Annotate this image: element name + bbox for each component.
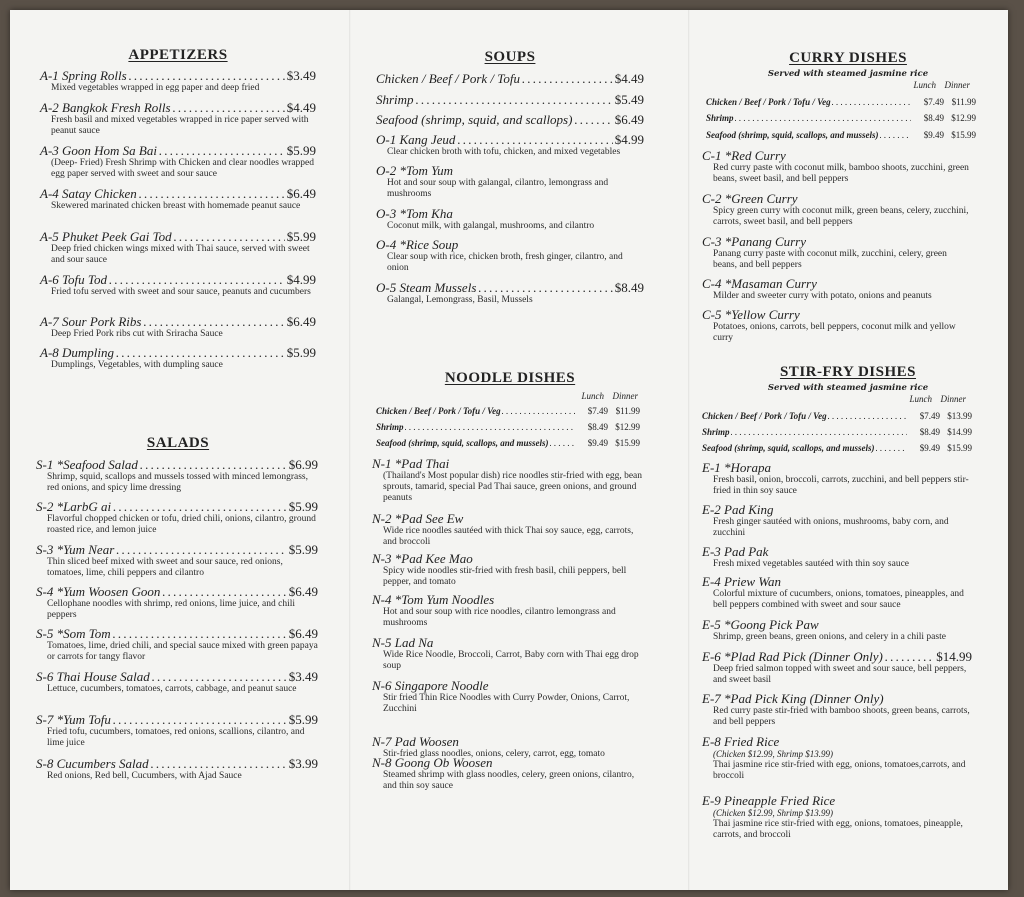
leader-dots <box>159 143 285 158</box>
leader-dots <box>574 112 612 127</box>
leader-dots <box>113 499 287 514</box>
leader-dots <box>457 132 612 147</box>
menu-item-desc: Stir fried Thin Rice Noodles with Curry Powder, Onions, Carrot, Zucchini <box>383 693 630 714</box>
menu-item <box>376 280 644 306</box>
menu-item-price: $14.99 <box>936 649 972 664</box>
price-tier-row <box>706 97 976 108</box>
menu-item <box>702 649 972 686</box>
menu-item-desc: Dumplings, Vegetables, with dumpling sauce <box>51 360 223 370</box>
menu-item-name: A-6 Tofu Tod <box>40 272 107 287</box>
menu-item-name: A-4 Satay Chicken <box>40 186 137 201</box>
leader-dots <box>174 229 285 244</box>
leader-dots <box>116 542 286 557</box>
leader-dots <box>416 92 613 107</box>
menu-item-line <box>702 649 972 664</box>
leader-dots <box>113 626 287 641</box>
leader-dots <box>876 443 907 454</box>
menu-item-name: A-1 Spring Rolls <box>40 68 127 83</box>
menu-item-name: C-4 *Masaman Curry <box>702 276 817 291</box>
menu-item-note: (Chicken $12.99, Shrimp $13.99) <box>713 808 833 818</box>
menu-item-note: (Chicken $12.99, Shrimp $13.99) <box>713 749 833 759</box>
soups-title: SOUPS <box>484 49 536 65</box>
menu-item <box>372 511 644 548</box>
leader-dots <box>162 584 286 599</box>
price-lunch: $8.49 <box>919 427 940 437</box>
menu-item-name: A-8 Dumpling <box>40 345 115 360</box>
menu-item <box>40 143 316 180</box>
menu-item-desc: Panang curry paste with coconut milk, zucchini, celery, green beans, and bell peppers <box>713 249 947 270</box>
menu-item-line <box>702 617 972 632</box>
menu-item-line <box>376 132 644 147</box>
menu-item-price: $6.49 <box>286 314 316 329</box>
dinner-header: Dinner <box>944 80 970 90</box>
price-tier-name: Shrimp <box>376 422 404 432</box>
menu-item-line <box>372 511 644 526</box>
price-tier-row <box>702 427 972 438</box>
menu-item-desc: Hot and sour soup with galangal, cilantro, lemongrass and mushrooms <box>387 178 609 199</box>
menu-item-line <box>36 756 318 771</box>
menu-item-line <box>376 206 644 221</box>
leader-dots <box>828 411 907 422</box>
menu-item-name: S-8 Cucumbers Salad <box>36 756 149 771</box>
menu-item-name: A-7 Sour Pork Ribs <box>40 314 142 329</box>
menu-item-desc: Wide rice noodles sautéed with thick Thai soy sauce, egg, carrots, and broccoli <box>383 526 634 547</box>
menu-item <box>702 544 972 570</box>
menu-item-desc: Deep fried chicken wings mixed with Thai sauce, served with sweet and sour sauce <box>51 244 310 265</box>
menu-item-name: O-2 *Tom Yum <box>376 163 454 178</box>
price-dinner: $12.99 <box>615 422 640 432</box>
price-tier-name: Seafood (shrimp, squid, scallops, and mussels) <box>706 130 879 140</box>
menu-item <box>36 669 318 695</box>
menu-item-line <box>376 71 644 86</box>
menu-item-desc: Colorful mixture of cucumbers, onions, tomatoes, pineapples, and bell peppers combined with sweet and sour sauce <box>713 589 964 610</box>
price-lunch: $7.49 <box>923 97 944 107</box>
menu-item-line <box>36 584 318 599</box>
menu-item-name: S-3 *Yum Near <box>36 542 115 557</box>
menu-item-desc: Thin sliced beef mixed with sweet and sour sauce, red onions, tomatoes, lime, chili peppers and cilantro <box>47 557 283 578</box>
menu-item-line <box>36 626 318 641</box>
menu-item-price: $5.99 <box>286 143 316 158</box>
menu-item-price: $4.99 <box>614 132 644 147</box>
price-tier-name: Chicken / Beef / Pork / Tofu / Veg <box>702 411 827 421</box>
menu-item-line <box>36 457 318 472</box>
menu-item-line <box>702 734 972 749</box>
menu-item-line <box>36 542 318 557</box>
menu-item-name: S-1 *Seafood Salad <box>36 457 138 472</box>
menu-item-line <box>372 592 644 607</box>
menu-item <box>702 617 972 643</box>
dinner-header: Dinner <box>940 394 966 404</box>
stirfry-title: STIR-FRY DISHES <box>779 364 917 380</box>
menu-item-name: A-3 Goon Hom Sa Bai <box>40 143 157 158</box>
menu-item-price: $6.49 <box>614 112 644 127</box>
menu-item <box>702 307 970 344</box>
menu-item-name: N-5 Lad Na <box>372 635 434 650</box>
menu-item-line <box>702 234 970 249</box>
menu-item-desc: Spicy green curry with coconut milk, green beans, celery, zucchini, carrots, sweet basil, and bell peppers <box>713 206 969 227</box>
menu-item-name: S-4 *Yum Woosen Goon <box>36 584 161 599</box>
menu-item-line <box>372 551 644 566</box>
price-tier-row <box>706 113 976 124</box>
menu-item-price: $5.49 <box>614 92 644 107</box>
stirfry-subtitle: Served with steamed jasmine rice <box>767 383 929 393</box>
leader-dots <box>478 280 612 295</box>
menu-item-name: S-2 *LarbG ai <box>36 499 112 514</box>
menu-item-line <box>702 544 972 559</box>
menu-item <box>372 551 644 588</box>
price-tier-name: Shrimp <box>702 427 730 437</box>
menu-item <box>376 112 644 127</box>
leader-dots <box>151 756 287 771</box>
menu-item <box>36 756 318 782</box>
menu-item-price: $4.49 <box>286 100 316 115</box>
menu-item-desc: Red curry paste stir-fried with bamboo shoots, green beans, carrots, and bell peppers <box>713 706 970 727</box>
menu-item-desc: Deep Fried Pork ribs cut with Sriracha Sauce <box>51 329 223 339</box>
menu-item <box>36 499 318 536</box>
stirfry-price-header <box>898 394 966 404</box>
menu-item-price: $5.99 <box>288 712 318 727</box>
menu-item <box>40 229 316 266</box>
leader-dots <box>885 649 934 664</box>
menu-item-desc: Stir-fried glass noodles, onions, celery, carrot, egg, tomato <box>383 749 605 759</box>
menu-item-name: A-2 Bangkok Fresh Rolls <box>40 100 171 115</box>
menu-item-line <box>372 755 644 770</box>
menu-item-price: $5.99 <box>286 229 316 244</box>
menu-item-name: N-4 *Tom Yum Noodles <box>372 592 495 607</box>
menu-item-desc: Spicy wide noodles stir-fried with fresh basil, chili peppers, bell pepper, and tomato <box>383 566 627 587</box>
lunch-header: Lunch <box>913 80 936 90</box>
menu-item <box>702 574 972 611</box>
menu-item <box>376 206 644 232</box>
menu-item-line <box>702 574 972 589</box>
leader-dots <box>405 422 575 433</box>
menu-item-price: $6.49 <box>286 186 316 201</box>
menu-item-line <box>376 280 644 295</box>
menu-item <box>376 71 644 86</box>
leader-dots <box>152 669 287 684</box>
menu-item-name: Shrimp <box>376 92 414 107</box>
menu-item-name: Chicken / Beef / Pork / Tofu <box>376 71 520 86</box>
leader-dots <box>832 97 911 108</box>
appetizers-title: APPETIZERS <box>128 47 228 63</box>
menu-item <box>40 100 316 137</box>
menu-item-desc: Fried tofu served with sweet and sour sauce, peanuts and cucumbers <box>51 287 311 297</box>
menu-item-price: $3.99 <box>288 756 318 771</box>
price-lunch: $9.49 <box>923 130 944 140</box>
price-dinner: $15.99 <box>951 130 976 140</box>
leader-dots <box>522 71 613 86</box>
menu-item <box>702 234 970 271</box>
menu-item <box>372 678 644 715</box>
menu-item-desc: Shrimp, squid, scallops and mussels tossed with minced lemongrass, red onions, and spicy lime dressing <box>47 472 308 493</box>
price-tier-row <box>376 406 640 417</box>
menu-item <box>702 793 972 841</box>
menu-item-line <box>702 460 972 475</box>
menu-item-line <box>702 307 970 322</box>
menu-item-desc: (Deep- Fried) Fresh Shrimp with Chicken and clear noodles wrapped egg paper served with sweet and sour sauce <box>51 158 315 179</box>
menu-item-line <box>40 186 316 201</box>
menu-item-name: S-5 *Som Tom <box>36 626 111 641</box>
price-lunch: $7.49 <box>919 411 940 421</box>
menu-item-price: $5.99 <box>288 499 318 514</box>
menu-item <box>702 148 970 185</box>
menu-item-name: O-3 *Tom Kha <box>376 206 453 221</box>
leader-dots <box>109 272 285 287</box>
menu-item-name: E-9 Pineapple Fried Rice <box>702 793 836 808</box>
price-dinner: $15.99 <box>947 443 972 453</box>
menu-item <box>372 456 644 504</box>
menu-item-desc: Hot and sour soup with rice noodles, cilantro lemongrass and mushrooms <box>383 607 616 628</box>
menu-item <box>372 755 644 792</box>
menu-item-name: N-7 Pad Woosen <box>372 734 459 749</box>
menu-item-name: E-5 *Goong Pick Paw <box>702 617 819 632</box>
menu-item-desc: Clear chicken broth with tofu, chicken, and mixed vegetables <box>387 147 621 157</box>
menu-item <box>702 734 972 782</box>
menu-item-desc: Coconut milk, with galangal, mushrooms, and cilantro <box>387 221 595 231</box>
menu-item-name: N-2 *Pad See Ew <box>372 511 464 526</box>
menu-item-desc: Fried tofu, cucumbers, tomatoes, red onions, scallions, cilantro, and lime juice <box>47 727 305 748</box>
menu-item-price: $4.99 <box>286 272 316 287</box>
menu-item <box>702 691 972 728</box>
menu-item-line <box>376 92 644 107</box>
menu-item-name: C-1 *Red Curry <box>702 148 786 163</box>
price-tier-name: Seafood (shrimp, squid, scallops, and mussels) <box>376 438 549 448</box>
menu-item-desc: Red onions, Red bell, Cucumbers, with Ajad Sauce <box>47 771 242 781</box>
menu-item-desc: Clear soup with rice, chicken broth, fresh ginger, cilantro, and onion <box>387 252 623 273</box>
leader-dots <box>731 427 907 438</box>
menu-item-line <box>702 276 970 291</box>
menu-item <box>372 592 644 629</box>
price-tier-name: Shrimp <box>706 113 734 123</box>
menu-item-name: E-4 Priew Wan <box>702 574 781 589</box>
menu-item-line <box>36 499 318 514</box>
menu-item <box>40 272 316 298</box>
price-tier-name: Chicken / Beef / Pork / Tofu / Veg <box>376 406 501 416</box>
menu-item <box>376 92 644 107</box>
price-dinner: $12.99 <box>951 113 976 123</box>
menu-item-price: $4.49 <box>614 71 644 86</box>
menu-item <box>372 635 644 672</box>
price-dinner: $11.99 <box>615 406 640 416</box>
menu-item-desc: Thai jasmine rice stir-fried with egg, onions, tomatoes, pineapple, carrots, and broccoli <box>713 819 963 840</box>
fold-line-left <box>349 10 351 890</box>
menu-item-line <box>702 793 972 808</box>
menu-item <box>702 276 970 302</box>
menu-item-price: $3.49 <box>286 68 316 83</box>
menu-item-desc: Skewered marinated chicken breast with homemade peanut sauce <box>51 201 301 211</box>
menu-item-line <box>372 635 644 650</box>
menu-item-price: $6.49 <box>288 584 318 599</box>
curry-title: CURRY DISHES <box>789 50 907 66</box>
fold-line-right <box>688 10 690 890</box>
menu-item-desc: Fresh basil and mixed vegetables wrapped in rice paper served with peanut sauce <box>51 115 309 136</box>
leader-dots <box>735 113 911 124</box>
menu-item-name: E-2 Pad King <box>702 502 774 517</box>
menu-item-price: $3.49 <box>288 669 318 684</box>
leader-dots <box>116 345 285 360</box>
leader-dots <box>143 314 284 329</box>
menu-item-name: N-3 *Pad Kee Mao <box>372 551 473 566</box>
menu-item-line <box>702 691 972 706</box>
price-tier-row <box>376 422 640 433</box>
menu-item-line <box>376 237 644 252</box>
menu-item-desc: Shrimp, green beans, green onions, and celery in a chili paste <box>713 632 946 642</box>
menu-item-desc: Steamed shrimp with glass noodles, celery, green onions, cilantro, and thin soy sauce <box>383 770 635 791</box>
price-lunch: $7.49 <box>587 406 608 416</box>
menu-item-line <box>40 345 316 360</box>
leader-dots <box>140 457 287 472</box>
menu-item-desc: Mixed vegetables wrapped in egg paper and deep fried <box>51 83 260 93</box>
menu-item-name: E-3 Pad Pak <box>702 544 769 559</box>
price-lunch: $9.49 <box>919 443 940 453</box>
menu-item-name: N-8 Goong Ob Woosen <box>372 755 493 770</box>
leader-dots <box>139 186 285 201</box>
menu-item-name: E-8 Fried Rice <box>702 734 780 749</box>
menu-item-line <box>376 112 644 127</box>
menu-item-price: $6.49 <box>288 626 318 641</box>
price-dinner: $15.99 <box>615 438 640 448</box>
menu-item-name: C-5 *Yellow Curry <box>702 307 800 322</box>
menu-item-desc: Fresh mixed vegetables sautéed with thin soy sauce <box>713 559 910 569</box>
price-tier-row <box>702 411 972 422</box>
menu-item-line <box>372 734 644 749</box>
menu-item-name: S-6 Thai House Salad <box>36 669 150 684</box>
menu-item <box>36 542 318 579</box>
price-tier-row <box>702 443 972 454</box>
price-tier-row <box>376 438 640 449</box>
price-tier-name: Seafood (shrimp, squid, scallops, and mussels) <box>702 443 875 453</box>
menu-sheet <box>10 10 1008 890</box>
noodles-price-header <box>570 391 638 401</box>
menu-item-name: O-5 Steam Mussels <box>376 280 477 295</box>
menu-item-line <box>40 229 316 244</box>
menu-item-desc: Flavorful chopped chicken or tofu, dried chili, onions, cilantro, ground roasted rice, and lemon juice <box>47 514 316 535</box>
menu-item-price: $5.99 <box>288 542 318 557</box>
price-lunch: $9.49 <box>587 438 608 448</box>
menu-item <box>376 163 644 200</box>
menu-item-line <box>40 314 316 329</box>
salads-title: SALADS <box>146 435 210 451</box>
menu-item-desc: Lettuce, cucumbers, tomatoes, carrots, cabbage, and peanut sauce <box>47 684 297 694</box>
menu-item-line <box>372 678 644 693</box>
menu-item-line <box>36 712 318 727</box>
menu-item-name: A-5 Phuket Peek Gai Tod <box>40 229 172 244</box>
price-dinner: $11.99 <box>951 97 976 107</box>
menu-item-desc: (Thailand's Most popular dish) rice noodles stir-fried with egg, bean sprouts, tamarid, special Pad Thai sauce, green onions, and ground peanuts <box>383 471 643 503</box>
menu-item <box>702 191 970 228</box>
menu-item <box>376 237 644 274</box>
menu-item-line <box>702 502 972 517</box>
leader-dots <box>173 100 285 115</box>
menu-item <box>36 626 318 663</box>
menu-item-name: O-4 *Rice Soup <box>376 237 459 252</box>
menu-item-name: N-6 Singapore Noodle <box>372 678 489 693</box>
menu-item <box>40 314 316 340</box>
menu-item-line <box>40 143 316 158</box>
lunch-header: Lunch <box>909 394 932 404</box>
leader-dots <box>113 712 287 727</box>
menu-item-name: N-1 *Pad Thai <box>372 456 450 471</box>
menu-item <box>40 186 316 212</box>
price-dinner: $13.99 <box>947 411 972 421</box>
price-dinner: $14.99 <box>947 427 972 437</box>
price-lunch: $8.49 <box>587 422 608 432</box>
menu-item-line <box>702 148 970 163</box>
menu-item-line <box>36 669 318 684</box>
curry-price-header <box>902 80 970 90</box>
menu-item-name: E-6 *Plad Rad Pick (Dinner Only) <box>702 649 883 664</box>
menu-item <box>40 68 316 94</box>
menu-item-desc: Milder and sweeter curry with potato, onions and peanuts <box>713 291 932 301</box>
leader-dots <box>129 68 285 83</box>
noodles-title: NOODLE DISHES <box>444 370 576 386</box>
menu-item-desc: Tomatoes, lime, dried chili, and special sauce mixed with green papaya or carrots for tangy flavor <box>47 641 318 662</box>
menu-item-line <box>40 272 316 287</box>
menu-item <box>36 584 318 621</box>
menu-item-price: $5.99 <box>286 345 316 360</box>
menu-item-price: $8.49 <box>614 280 644 295</box>
menu-item-name: E-1 *Horapa <box>702 460 771 475</box>
menu-item <box>376 132 644 158</box>
menu-item-desc: Fresh ginger sautéed with onions, mushrooms, baby corn, and zucchini <box>713 517 949 538</box>
menu-item-desc: Thai jasmine rice stir-fried with egg, onions, tomatoes,carrots, and broccoli <box>713 760 966 781</box>
price-tier-row <box>706 130 976 141</box>
menu-item-name: O-1 Kang Jeud <box>376 132 456 147</box>
menu-item <box>702 460 972 497</box>
menu-item-name: S-7 *Yum Tofu <box>36 712 111 727</box>
curry-subtitle: Served with steamed jasmine rice <box>767 69 929 79</box>
leader-dots <box>502 406 575 417</box>
menu-item-desc: Wide Rice Noodle, Broccoli, Carrot, Baby corn with Thai egg drop soup <box>383 650 639 671</box>
menu-item-line <box>40 68 316 83</box>
menu-item <box>36 457 318 494</box>
price-lunch: $8.49 <box>923 113 944 123</box>
menu-item-desc: Red curry paste with coconut milk, bamboo shoots, zucchini, green beans, sweet basil, and bell peppers <box>713 163 969 184</box>
menu-item-line <box>376 163 644 178</box>
menu-item <box>40 345 316 371</box>
leader-dots <box>880 130 911 141</box>
menu-item <box>36 712 318 749</box>
menu-item-desc: Deep fried salmon topped with sweet and sour sauce, bell peppers, and sweet basil <box>713 664 967 685</box>
menu-item-name: C-3 *Panang Curry <box>702 234 806 249</box>
menu-item-price: $6.99 <box>288 457 318 472</box>
menu-item-desc: Cellophane noodles with shrimp, red onions, lime juice, and chili peppers <box>47 599 296 620</box>
lunch-header: Lunch <box>581 391 604 401</box>
leader-dots <box>550 438 575 449</box>
menu-item-line <box>40 100 316 115</box>
menu-item-name: Seafood (shrimp, squid, and scallops) <box>376 112 573 127</box>
menu-item <box>702 502 972 539</box>
menu-item-line <box>702 191 970 206</box>
menu-item-name: E-7 *Pad Pick King (Dinner Only) <box>702 691 884 706</box>
price-tier-name: Chicken / Beef / Pork / Tofu / Veg <box>706 97 831 107</box>
dinner-header: Dinner <box>612 391 638 401</box>
menu-item-desc: Potatoes, onions, carrots, bell peppers, coconut milk and yellow curry <box>713 322 956 343</box>
menu-item-desc: Fresh basil, onion, broccoli, carrots, zucchini, and bell peppers stir-fried in thin soy sauce <box>713 475 969 496</box>
menu-item-desc: Galangal, Lemongrass, Basil, Mussels <box>387 295 533 305</box>
menu-item-name: C-2 *Green Curry <box>702 191 798 206</box>
menu-item-line <box>372 456 644 471</box>
